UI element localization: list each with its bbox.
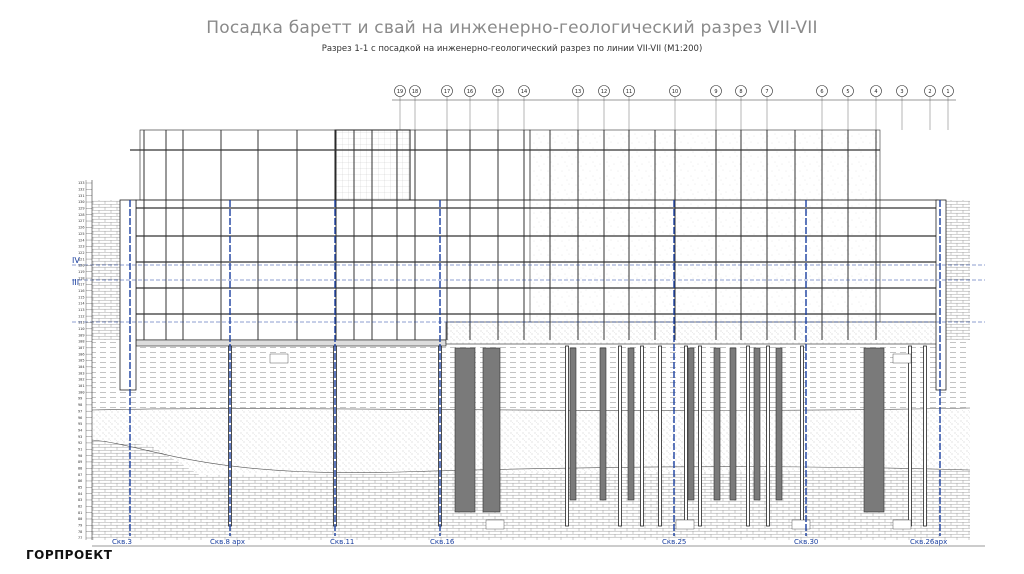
ruler-mark: 114: [78, 301, 85, 306]
ruler-mark: 87: [78, 472, 83, 477]
ruler-mark: 79: [78, 523, 83, 528]
ruler-mark: 113: [78, 307, 85, 312]
barrette: [455, 348, 475, 512]
ruler-mark: 102: [78, 377, 85, 382]
ruler-mark: 117: [78, 282, 85, 287]
ruler-mark: 123: [78, 244, 85, 249]
elevation-tag: [893, 354, 911, 363]
level-label-iv: IV: [72, 256, 80, 265]
ruler-mark: 99: [78, 396, 83, 401]
axis-label: 18: [411, 89, 419, 95]
barrette: [688, 348, 694, 500]
borehole-label: Скв.3: [112, 538, 132, 546]
ruler-mark: 89: [78, 460, 83, 465]
borehole-label: Скв.25: [662, 538, 687, 546]
pile: [747, 346, 750, 526]
borehole-label: Скв.26арх: [910, 538, 948, 546]
axis-grid: [392, 86, 956, 131]
ruler-mark: 77: [78, 536, 83, 541]
ruler-mark: 127: [78, 219, 85, 224]
axis-label: 4: [874, 89, 878, 95]
pile: [685, 346, 688, 526]
pile: [909, 346, 912, 526]
pile: [924, 346, 927, 526]
page-title: Посадка баретт и свай на инженерно-геологический разрез VII-VII: [206, 18, 818, 38]
ruler-mark: 111: [78, 320, 85, 325]
foundation-slab: [136, 340, 446, 346]
ruler-mark: 122: [78, 250, 85, 255]
ruler-mark: 128: [78, 212, 85, 217]
barrette: [600, 348, 606, 500]
axis-label: 7: [765, 89, 769, 95]
ruler-mark: 97: [78, 409, 83, 414]
axis-label: 17: [443, 89, 451, 95]
ruler-mark: 112: [78, 314, 85, 319]
ruler-mark: 88: [78, 466, 83, 471]
ruler-mark: 125: [78, 231, 85, 236]
axis-label: 9: [714, 89, 718, 95]
axis-label: 10: [671, 89, 679, 95]
drawing-subtitle: Разрез 1-1 с посадкой на инженерно-геологический разрез по линии VII-VII (М1:200): [321, 44, 703, 54]
ruler-mark: 124: [78, 238, 85, 243]
borehole-label: Скв.16: [430, 538, 455, 546]
ruler-mark: 92: [78, 441, 83, 446]
barrette: [864, 348, 884, 512]
axis-label: 5: [846, 89, 850, 95]
ruler-mark: 103: [78, 371, 85, 376]
ruler-mark: 80: [78, 517, 83, 522]
ruler-mark: 81: [78, 510, 83, 515]
elevation-ruler: [78, 180, 92, 540]
ruler-mark: 130: [78, 200, 85, 205]
ruler-mark: 116: [78, 288, 85, 293]
borehole-label: Скв.8 арх: [210, 538, 246, 546]
barrette: [776, 348, 782, 500]
ruler-mark: 118: [78, 276, 85, 281]
axis-label: 12: [600, 89, 608, 95]
ruler-mark: 91: [78, 447, 83, 452]
ruler-mark: 83: [78, 498, 83, 503]
ruler-mark: 82: [78, 504, 83, 509]
pile: [767, 346, 770, 526]
ruler-mark: 94: [78, 428, 83, 433]
ruler-mark: 120: [78, 263, 85, 268]
retaining-wall: [120, 200, 136, 390]
axis-label: 2: [928, 89, 932, 95]
foundation-slab: [446, 322, 938, 344]
ruler-mark: 132: [78, 187, 85, 192]
ruler-mark: 133: [78, 181, 85, 186]
ruler-mark: 95: [78, 422, 83, 427]
pile: [566, 346, 569, 526]
ruler-mark: 110: [78, 327, 85, 332]
ruler-mark: 100: [78, 390, 85, 395]
axis-label: 19: [396, 89, 404, 95]
barrette: [754, 348, 760, 500]
ruler-mark: 106: [78, 352, 85, 357]
ruler-mark: 93: [78, 434, 83, 439]
barrette: [628, 348, 634, 500]
ruler-mark: 90: [78, 453, 83, 458]
pile: [641, 346, 644, 526]
company-logo: ГОРПРОЕКТ: [26, 548, 113, 562]
axis-label: 3: [900, 89, 904, 95]
barrette: [714, 348, 720, 500]
ruler-mark: 105: [78, 358, 85, 363]
pile: [801, 346, 804, 526]
ruler-mark: 101: [78, 384, 85, 389]
pile: [699, 346, 702, 526]
axis-label: 11: [625, 89, 633, 95]
axis-label: 6: [820, 89, 824, 95]
ruler-mark: 115: [78, 295, 85, 300]
axis-label: 1: [946, 89, 950, 95]
ruler-mark: 121: [78, 257, 85, 262]
ruler-mark: 84: [78, 491, 83, 496]
axis-label: 13: [574, 89, 582, 95]
soil-upper-band: [92, 340, 970, 410]
ruler-mark: 98: [78, 403, 83, 408]
elevation-tag: [893, 520, 911, 529]
borehole-label: Скв.11: [330, 538, 355, 546]
axis-label: 16: [466, 89, 474, 95]
ruler-mark: 107: [78, 346, 85, 351]
ruler-mark: 109: [78, 333, 85, 338]
ruler-mark: 104: [78, 365, 85, 370]
ruler-mark: 78: [78, 529, 83, 534]
pile: [659, 346, 662, 526]
ruler-mark: 96: [78, 415, 83, 420]
barrette: [570, 348, 576, 500]
axis-label: 8: [739, 89, 743, 95]
ruler-mark: 86: [78, 479, 83, 484]
elevation-tag: [486, 520, 504, 529]
axis-label: 15: [494, 89, 502, 95]
axis-label: 14: [520, 89, 528, 95]
ruler-mark: 126: [78, 225, 85, 230]
elevation-tag: [792, 520, 810, 529]
barrette: [730, 348, 736, 500]
ruler-mark: 108: [78, 339, 85, 344]
borehole-label: Скв.30: [794, 538, 819, 546]
level-label-iii: III: [72, 278, 80, 287]
retaining-wall: [936, 200, 946, 390]
ruler-mark: 131: [78, 193, 85, 198]
core-block: [530, 130, 880, 340]
elevation-tag: [270, 354, 288, 363]
ruler-mark: 119: [78, 269, 85, 274]
barrette: [483, 348, 500, 512]
ruler-mark: 85: [78, 485, 83, 490]
ruler-mark: 129: [78, 206, 85, 211]
elevation-tag: [676, 520, 694, 529]
pile: [619, 346, 622, 526]
